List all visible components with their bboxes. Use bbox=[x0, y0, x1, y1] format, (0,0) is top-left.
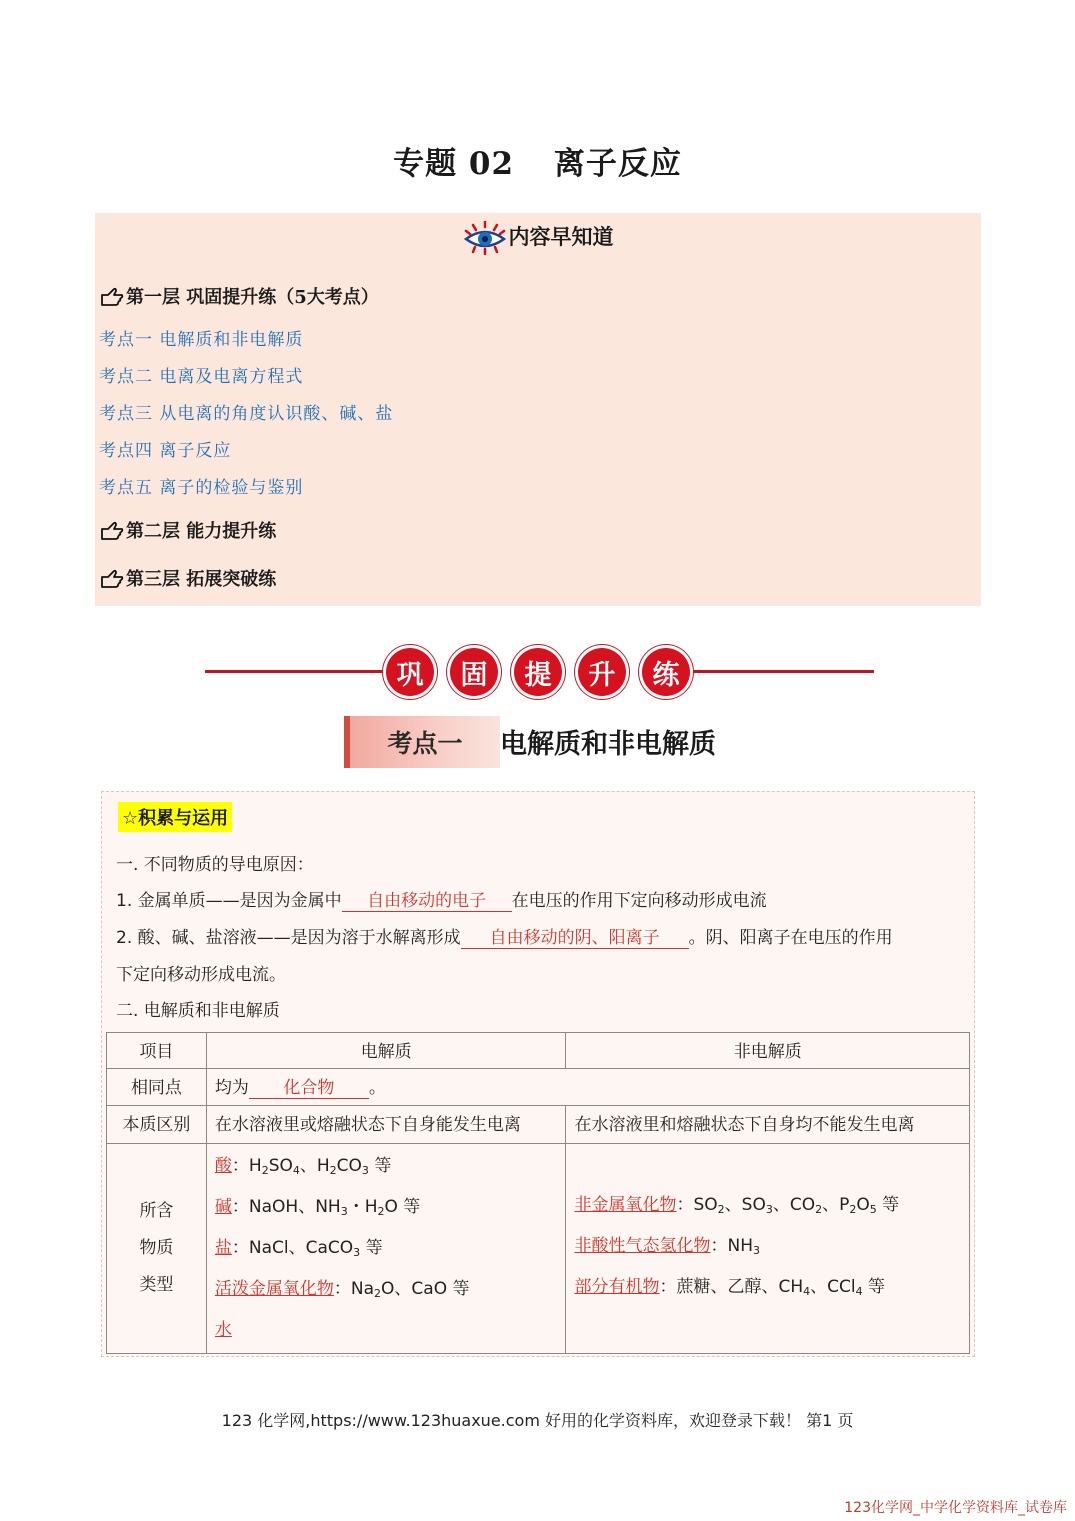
types-label-line: 物质 bbox=[139, 1238, 174, 1258]
fill-blank: 化合物 bbox=[249, 1073, 369, 1099]
toc-point-3[interactable]: 考点三 从电离的角度认识酸、碱、盐 bbox=[99, 404, 394, 424]
title-name: 离子反应 bbox=[553, 146, 682, 182]
section-banner bbox=[386, 648, 690, 696]
page-title bbox=[0, 138, 1075, 183]
nonmetal-oxide-line: 非金属氧化物：$SO_2$、$SO_3$、$CO_2$、$P_2O_5$ 等 bbox=[574, 1195, 900, 1216]
nonelectrolyte-types-cell bbox=[566, 1144, 970, 1354]
banner-char: 升 bbox=[578, 648, 626, 696]
base-line: 碱：NaOH、$NH_3$・$H_2O$ 等 bbox=[214, 1197, 421, 1218]
organic-label: 部分有机物 bbox=[574, 1277, 660, 1297]
title-number: 02 bbox=[468, 146, 515, 182]
accumulate-badge: ☆积累与运用 bbox=[118, 802, 232, 832]
point-title: 电解质和非电解质 bbox=[500, 729, 716, 760]
contents-heading-text: 内容早知道 bbox=[508, 225, 614, 249]
toc-point-5[interactable]: 考点五 离子的检验与鉴别 bbox=[99, 478, 304, 498]
same-point-text: 均为 bbox=[214, 1078, 249, 1098]
watermark: 123化学网_中学化学资料库_试卷库 bbox=[844, 1500, 1067, 1516]
types-label-line: 类型 bbox=[139, 1275, 174, 1295]
water-label: 水 bbox=[214, 1320, 232, 1340]
salt-label: 盐 bbox=[214, 1238, 232, 1258]
section-2-heading: 二. 电解质和非电解质 bbox=[116, 1001, 280, 1021]
item-1-text: 1. 金属单质——是因为金属中 bbox=[116, 891, 342, 911]
item-1 bbox=[116, 886, 767, 912]
banner-char: 巩 bbox=[386, 648, 434, 696]
item-2-text-end: 。阴、阳离子在电压的作用 bbox=[688, 928, 893, 948]
toc-point-2[interactable]: 考点二 电离及电离方程式 bbox=[99, 367, 304, 387]
content-panel bbox=[101, 791, 975, 1357]
organic-examples: 蔗糖、乙醇、 bbox=[676, 1277, 779, 1297]
fill-blank: 自由移动的电子 bbox=[342, 886, 512, 912]
table-row-label: 相同点 bbox=[107, 1069, 207, 1106]
etc-text: 等 bbox=[374, 1156, 392, 1176]
toc-point-1[interactable]: 考点一 电解质和非电解质 bbox=[99, 330, 304, 350]
table-cell: 在水溶液里或熔融状态下自身能发生电离 bbox=[206, 1106, 566, 1144]
eye-icon bbox=[463, 221, 507, 255]
layer-1-label: 第一层 巩固提升练（5大考点） bbox=[126, 287, 379, 308]
same-point-end: 。 bbox=[368, 1078, 386, 1098]
point-tab: 考点一 bbox=[344, 716, 500, 768]
acid-label: 酸 bbox=[214, 1156, 232, 1176]
nonmetal-oxide-label: 非金属氧化物 bbox=[574, 1195, 677, 1215]
hydride-label: 非酸性气态氢化物 bbox=[574, 1236, 711, 1256]
banner-char: 固 bbox=[450, 648, 498, 696]
table-row bbox=[107, 1069, 970, 1106]
table-row bbox=[107, 1144, 970, 1354]
table-header-cell: 项目 bbox=[107, 1033, 207, 1069]
etc-text: 等 bbox=[365, 1238, 383, 1258]
pointing-hand-icon bbox=[100, 520, 124, 540]
layer-2-label: 第二层 能力提升练 bbox=[126, 521, 277, 542]
acid-line: 酸：$H_2SO_4$、$H_2CO_3$ 等 bbox=[214, 1156, 392, 1177]
layer-1-item[interactable] bbox=[100, 283, 379, 309]
table-header-cell: 非电解质 bbox=[566, 1033, 970, 1069]
item-2-continued: 下定向移动形成电流。 bbox=[116, 965, 286, 985]
pointing-hand-icon bbox=[100, 286, 124, 306]
oxide-label: 活泼金属氧化物 bbox=[214, 1279, 334, 1299]
table-header-cell: 电解质 bbox=[206, 1033, 566, 1069]
etc-text: 等 bbox=[868, 1277, 886, 1297]
page-footer: 123 化学网,https://www.123huaxue.com 好用的化学资料库，欢迎登录下载！ 第1 页 bbox=[221, 1411, 854, 1430]
banner-line-right bbox=[690, 670, 874, 673]
etc-text: 等 bbox=[882, 1195, 900, 1215]
fill-blank: 自由移动的阴、阳离子 bbox=[461, 923, 689, 949]
contents-panel bbox=[95, 213, 981, 606]
organic-line: 部分有机物：蔗糖、乙醇、$CH_4$、CCl$_4$ 等 bbox=[574, 1277, 886, 1298]
table-row-label bbox=[107, 1144, 207, 1354]
same-point-cell bbox=[206, 1069, 969, 1106]
etc-text: 等 bbox=[403, 1197, 421, 1217]
section-1-heading: 一. 不同物质的导电原因： bbox=[116, 855, 314, 875]
electrolyte-types-cell bbox=[206, 1144, 566, 1354]
table-row bbox=[107, 1106, 970, 1144]
salt-line: 盐：NaCl、CaCO$_3$ 等 bbox=[214, 1238, 383, 1259]
layer-2-item[interactable] bbox=[100, 517, 276, 543]
table-cell: 在水溶液里和熔融状态下自身均不能发生电离 bbox=[566, 1106, 970, 1144]
types-label-line: 所含 bbox=[139, 1201, 174, 1221]
contents-heading bbox=[95, 221, 981, 255]
title-prefix: 专题 bbox=[393, 146, 458, 182]
etc-text: 等 bbox=[452, 1279, 470, 1299]
banner-char: 提 bbox=[514, 648, 562, 696]
layer-3-item[interactable] bbox=[100, 565, 276, 591]
table-row-label: 本质区别 bbox=[107, 1106, 207, 1144]
item-2-text: 2. 酸、碱、盐溶液——是因为溶于水解离形成 bbox=[116, 928, 461, 948]
layer-3-label: 第三层 拓展突破练 bbox=[126, 569, 277, 590]
hydride-line: 非酸性气态氢化物：$NH_3$ bbox=[574, 1236, 760, 1257]
oxide-line: 活泼金属氧化物：$Na_2O$、CaO 等 bbox=[214, 1279, 470, 1300]
banner-line-left bbox=[205, 670, 385, 673]
banner-char: 练 bbox=[642, 648, 690, 696]
toc-point-4[interactable]: 考点四 离子反应 bbox=[99, 441, 232, 461]
table-row bbox=[107, 1033, 970, 1069]
item-2 bbox=[116, 923, 893, 949]
base-label: 碱 bbox=[214, 1197, 232, 1217]
comparison-table bbox=[106, 1032, 970, 1354]
item-1-text-end: 在电压的作用下定向移动形成电流 bbox=[511, 891, 767, 911]
pointing-hand-icon bbox=[100, 568, 124, 588]
water-line bbox=[215, 1312, 558, 1349]
